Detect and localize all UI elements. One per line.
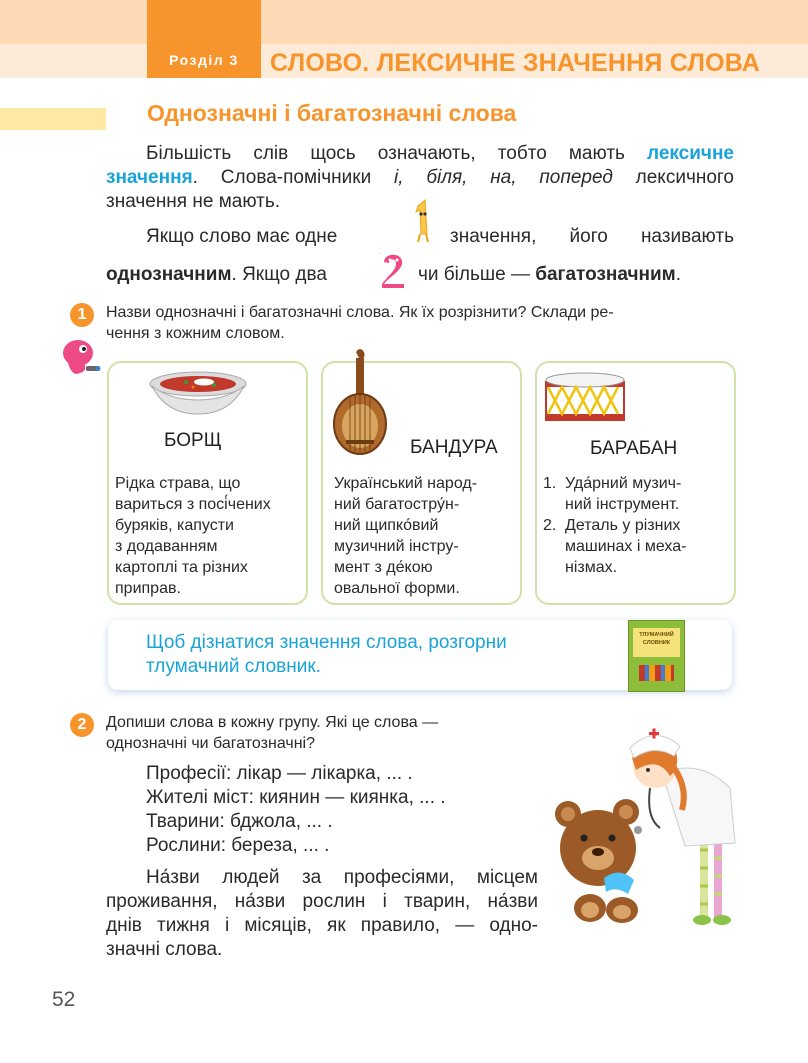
intro-line-4b: значення, його називають — [450, 226, 734, 247]
card-definition-bandura — [334, 473, 514, 599]
intro-line-5a — [106, 263, 327, 287]
definition-line: Рідка страва, що — [115, 475, 241, 492]
card-word-baraban: БАРАБАН — [590, 438, 678, 459]
page-number: 52 — [52, 988, 76, 1011]
borshch-bowl-icon — [146, 368, 250, 420]
bandura-icon — [330, 346, 398, 458]
definition-line: з додаванням — [115, 538, 218, 555]
task-number-1: 1 — [70, 303, 94, 327]
chapter-title: СЛОВО. ЛЕКСИЧНЕ ЗНАЧЕННЯ СЛОВА — [270, 49, 761, 77]
intro-text: Більшість слів щось означають, тобто мають — [146, 143, 625, 164]
definition-line: овальної форми. — [334, 580, 460, 597]
digit-two-character-icon — [378, 250, 410, 292]
book-title: СЛОВНИК — [642, 640, 671, 646]
definition-line: музичний інстру- — [334, 538, 459, 555]
item-text — [565, 515, 686, 578]
book-title: ТЛУМАЧНИЙ — [639, 632, 674, 638]
book-label — [633, 628, 680, 657]
word-groups-list — [146, 762, 446, 858]
definition-line: нізмах. — [565, 559, 618, 576]
definition-item — [543, 473, 727, 515]
definition-line: ний щипко́вий — [334, 517, 439, 534]
helper-words: і, біля, на, поперед — [394, 167, 613, 188]
digit-one: 1 — [412, 203, 414, 205]
rule-line-4: значні слова. — [106, 939, 223, 960]
task1-line-2: чення з кожним словом. — [106, 325, 285, 342]
task2-line-1: Допиши слова в кожну групу. Які це слова — — [106, 714, 439, 731]
intro-line-5b — [418, 263, 681, 287]
definition-line: Український народ- — [334, 475, 478, 492]
title-marker — [0, 108, 106, 130]
card-definition-baraban — [543, 473, 727, 578]
list-item: Рослини: береза, ... . — [146, 835, 330, 856]
list-item: Професії: лікар — лікарка, ... . — [146, 763, 413, 784]
section-label: Розділ 3 — [169, 52, 239, 68]
drum-icon — [542, 370, 628, 432]
definition-line: картоплі та різних — [115, 559, 248, 576]
definition-line: ний багатостру́н- — [334, 496, 460, 513]
definition-line: Уда́рний музич- — [565, 475, 682, 492]
lesson-title: Однозначні і багатозначні слова — [147, 100, 517, 126]
intro-text: . Якщо два — [231, 264, 327, 285]
list-item: Жителі міст: киянин — киянка, ... . — [146, 787, 446, 808]
definition-line: Деталь у різних — [565, 517, 681, 534]
intro-text: лексичного — [635, 167, 734, 188]
intro-line-1 — [146, 142, 734, 166]
definition-item — [543, 515, 727, 578]
intro-text: . Слова-помічники — [192, 167, 372, 188]
tip-text — [146, 631, 606, 679]
task1-line-1: Назви однозначні і багатозначні слова. Як їх розрізнити? Склади ре- — [106, 304, 614, 321]
header-band — [0, 0, 808, 44]
rule-line-3: днів тижня і місяців, як правило, — одно- — [106, 915, 538, 936]
item-number: 1. — [543, 475, 557, 492]
task2-line-2: однозначні чи багатозначні? — [106, 735, 315, 752]
tip-line: тлумачний словник. — [146, 656, 321, 677]
definition-line: ний інструмент. — [565, 496, 680, 513]
intro-text: . — [675, 264, 681, 285]
rule-line-2: проживання, на́зви рослин і тварин, на́зви — [106, 891, 538, 912]
intro-line-4a: Якщо слово має одне — [146, 226, 338, 247]
definition-line: приправ. — [115, 580, 181, 597]
pink-mascot-icon — [58, 333, 104, 381]
task-number-2: 2 — [70, 713, 94, 737]
rule-line-1: На́зви людей за професіями, місцем — [146, 867, 538, 888]
definition-line: машинах і меха- — [565, 538, 687, 555]
definition-line: буряків, капусти — [115, 517, 234, 534]
digit-two: 2 — [380, 253, 382, 255]
term-single: однозначним — [106, 264, 232, 285]
digit-one-character-icon — [408, 196, 438, 246]
book-decoration — [639, 665, 674, 681]
term-highlight: лексичне — [647, 143, 734, 164]
definition-line: вариться з посі́чених — [115, 496, 271, 513]
card-word-borshch: БОРЩ — [164, 430, 222, 451]
definition-line: мент з де́кою — [334, 559, 433, 576]
item-text — [565, 473, 681, 515]
doctor-girl-and-bear-illustration — [550, 718, 745, 933]
intro-line-2 — [106, 166, 734, 190]
dictionary-book-icon — [628, 620, 685, 692]
card-definition-borshch — [115, 473, 301, 599]
item-number: 2. — [543, 517, 557, 534]
term-multiple: багатозначним — [535, 264, 676, 285]
card-word-bandura: БАНДУРА — [410, 437, 498, 458]
intro-text: чи більше — — [418, 264, 530, 285]
tip-line: Щоб дізнатися значення слова, розгорни — [146, 632, 507, 653]
intro-line-3: значення не мають. — [106, 191, 281, 212]
term-highlight: значення — [106, 167, 193, 188]
list-item: Тварини: бджола, ... . — [146, 811, 333, 832]
